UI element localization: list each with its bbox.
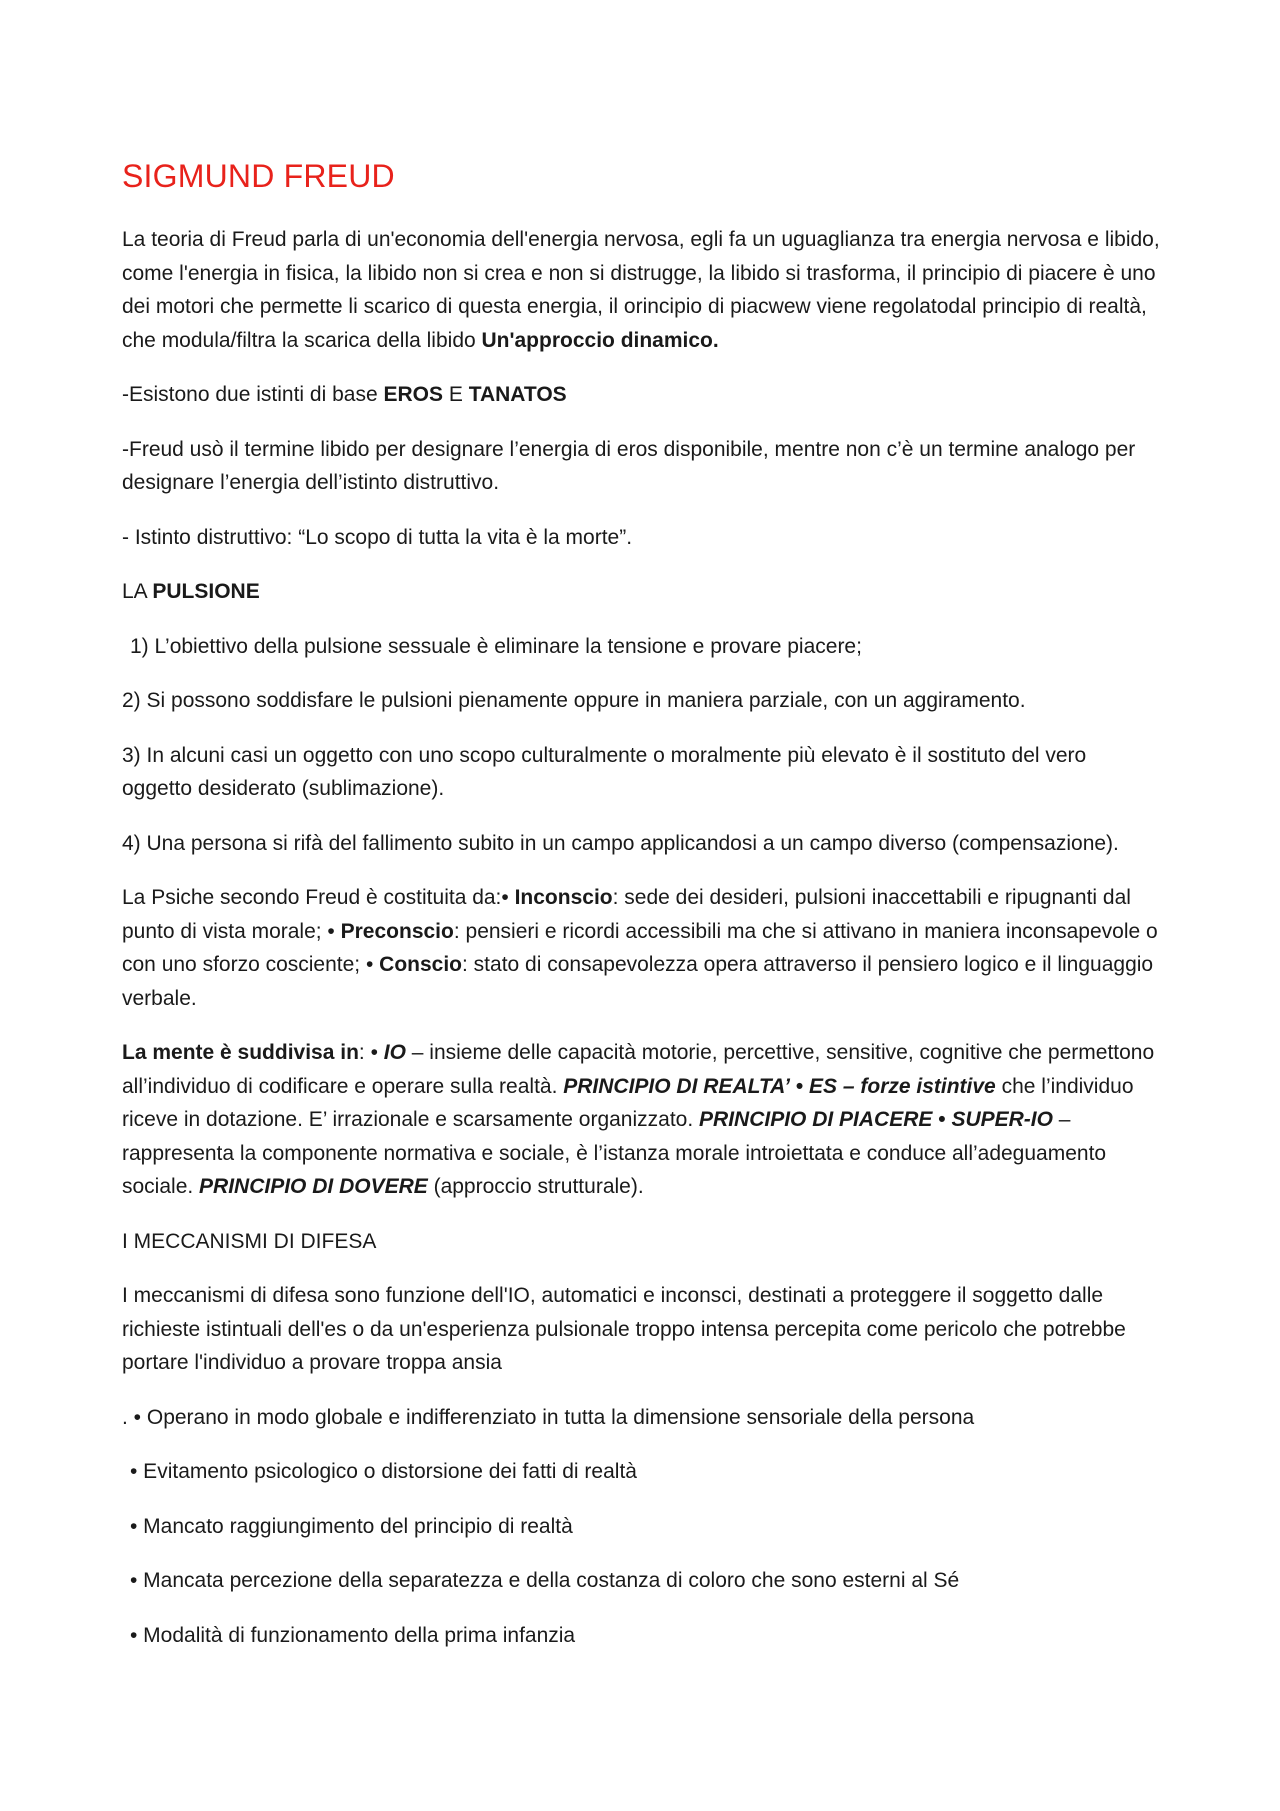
difesa-bullet: • Modalità di funzionamento della prima infanzia	[130, 1623, 576, 1647]
principio-realta: PRINCIPIO DI REALTA’	[563, 1074, 790, 1098]
inconscio-label: Inconscio	[514, 886, 613, 909]
mente-sep: •	[789, 1074, 810, 1098]
psiche-paragraph	[122, 881, 1162, 1015]
pulsione-bold: PULSIONE	[152, 580, 260, 603]
conscio-label: Conscio	[379, 953, 463, 976]
principio-piacere: PRINCIPIO DI PIACERE	[699, 1108, 933, 1131]
preconscio-label: Preconscio	[340, 919, 454, 943]
inconscio-text: : sede dei desideri, pulsioni inaccettabili e ripugnanti dal punto di vista morale; •	[122, 886, 1131, 943]
pulsione-prefix: LA	[122, 580, 153, 603]
pulsione-item: 4) Una persona si rifà del fallimento subito in un campo applicandosi a un campo diverso (compensazione).	[122, 831, 1119, 855]
difesa-bullet: • Evitamento psicologico o distorsione dei fatti di realtà	[130, 1460, 637, 1483]
conscio-text: : stato di consapevolezza opera attraverso il pensiero logico e il linguaggio verbale.	[122, 953, 1154, 1010]
es-label: ES – forze istintive	[809, 1074, 996, 1098]
es-text: che l’individuo riceve in dotazione. E’ irrazionale e scarsamente organizzato.	[122, 1074, 1134, 1131]
psiche-lead: La Psiche secondo Freud è costituita da:•	[122, 886, 515, 909]
io-label: IO	[383, 1041, 406, 1064]
distruttivo-paragraph: - Istinto distruttivo: “Lo scopo di tutta la vita è la morte”.	[122, 525, 633, 549]
difesa-heading: I MECCANISMI DI DIFESA	[122, 1229, 377, 1253]
mente-tail: (approccio strutturale).	[427, 1175, 644, 1198]
eros-label: EROS	[383, 383, 443, 406]
libido-paragraph: -Freud usò il termine libido per designare l’energia di eros disponibile, mentre non c’è un termine analogo per designare l’energia dell’istinto distruttivo.	[122, 437, 1136, 494]
tanatos-label: TANATOS	[468, 383, 567, 406]
mente-lead: La mente è suddivisa in	[122, 1041, 359, 1064]
intro-paragraph	[122, 223, 1162, 357]
mente-sep: : •	[358, 1041, 384, 1064]
pulsione-heading	[122, 575, 1162, 609]
pulsione-item: 3) In alcuni casi un oggetto con uno scopo culturalmente o moralmente più elevato è il sostituto del vero oggetto desiderato (sublimazione).	[122, 743, 1087, 800]
intro-text: La teoria di Freud parla di un'economia dell'energia nervosa, egli fa un uguaglianza tra energia nervosa e libido, come l'energia in fisica, la libido non si crea e non si distrugge, la libido si trasforma, il principio di piacere è uno dei motori che permette li scarico di questa energia, il orincipio di piacwew viene regolatodal principio di realtà, che modula/filtra la scarica della libido	[122, 228, 1160, 352]
difesa-paragraph: I meccanismi di difesa sono funzione dell'IO, automatici e inconsci, destinati a proteggere il soggetto dalle richieste istintuali dell'es o da un'esperienza pulsionale troppo intensa percepita come pericolo che potrebbe portare l'individuo a provare troppa ansia	[122, 1284, 1126, 1374]
difesa-bullet: • Mancata percezione della separatezza e della costanza di coloro che sono esterni al Sé	[130, 1569, 960, 1592]
pulsione-item: 2) Si possono soddisfare le pulsioni pienamente oppure in maniera parziale, con un aggiramento.	[122, 689, 1026, 712]
mente-sep: •	[932, 1108, 952, 1131]
preconscio-text: : pensieri e ricordi accessibili ma che si attivano in maniera inconsapevole o con uno sforzo cosciente; •	[122, 919, 1158, 976]
principio-dovere: PRINCIPIO DI DOVERE	[199, 1175, 428, 1198]
istinti-prefix: -Esistono due istinti di base	[122, 383, 384, 406]
istinti-paragraph	[122, 378, 1162, 412]
superio-text: – rappresenta la componente normativa e sociale, è l’istanza morale introiettata e conduce all’adeguamento sociale.	[122, 1108, 1107, 1198]
superio-label: SUPER-IO	[951, 1108, 1053, 1131]
difesa-bullet: . • Operano in modo globale e indifferenziato in tutta la dimensione sensoriale della persona	[122, 1405, 975, 1429]
intro-bold: Un'approccio dinamico.	[481, 328, 719, 352]
istinti-mid: E	[443, 383, 469, 406]
io-text: – insieme delle capacità motorie, percettive, sensitive, cognitive che permettono all’individuo di codificare e operare sulla realtà.	[122, 1041, 1155, 1098]
mente-paragraph	[122, 1036, 1162, 1204]
difesa-bullet: • Mancato raggiungimento del principio di realtà	[130, 1514, 573, 1538]
pulsione-item: 1) L’obiettivo della pulsione sessuale è eliminare la tensione e provare piacere;	[130, 634, 862, 658]
document-title: SIGMUND FREUD	[122, 158, 395, 194]
